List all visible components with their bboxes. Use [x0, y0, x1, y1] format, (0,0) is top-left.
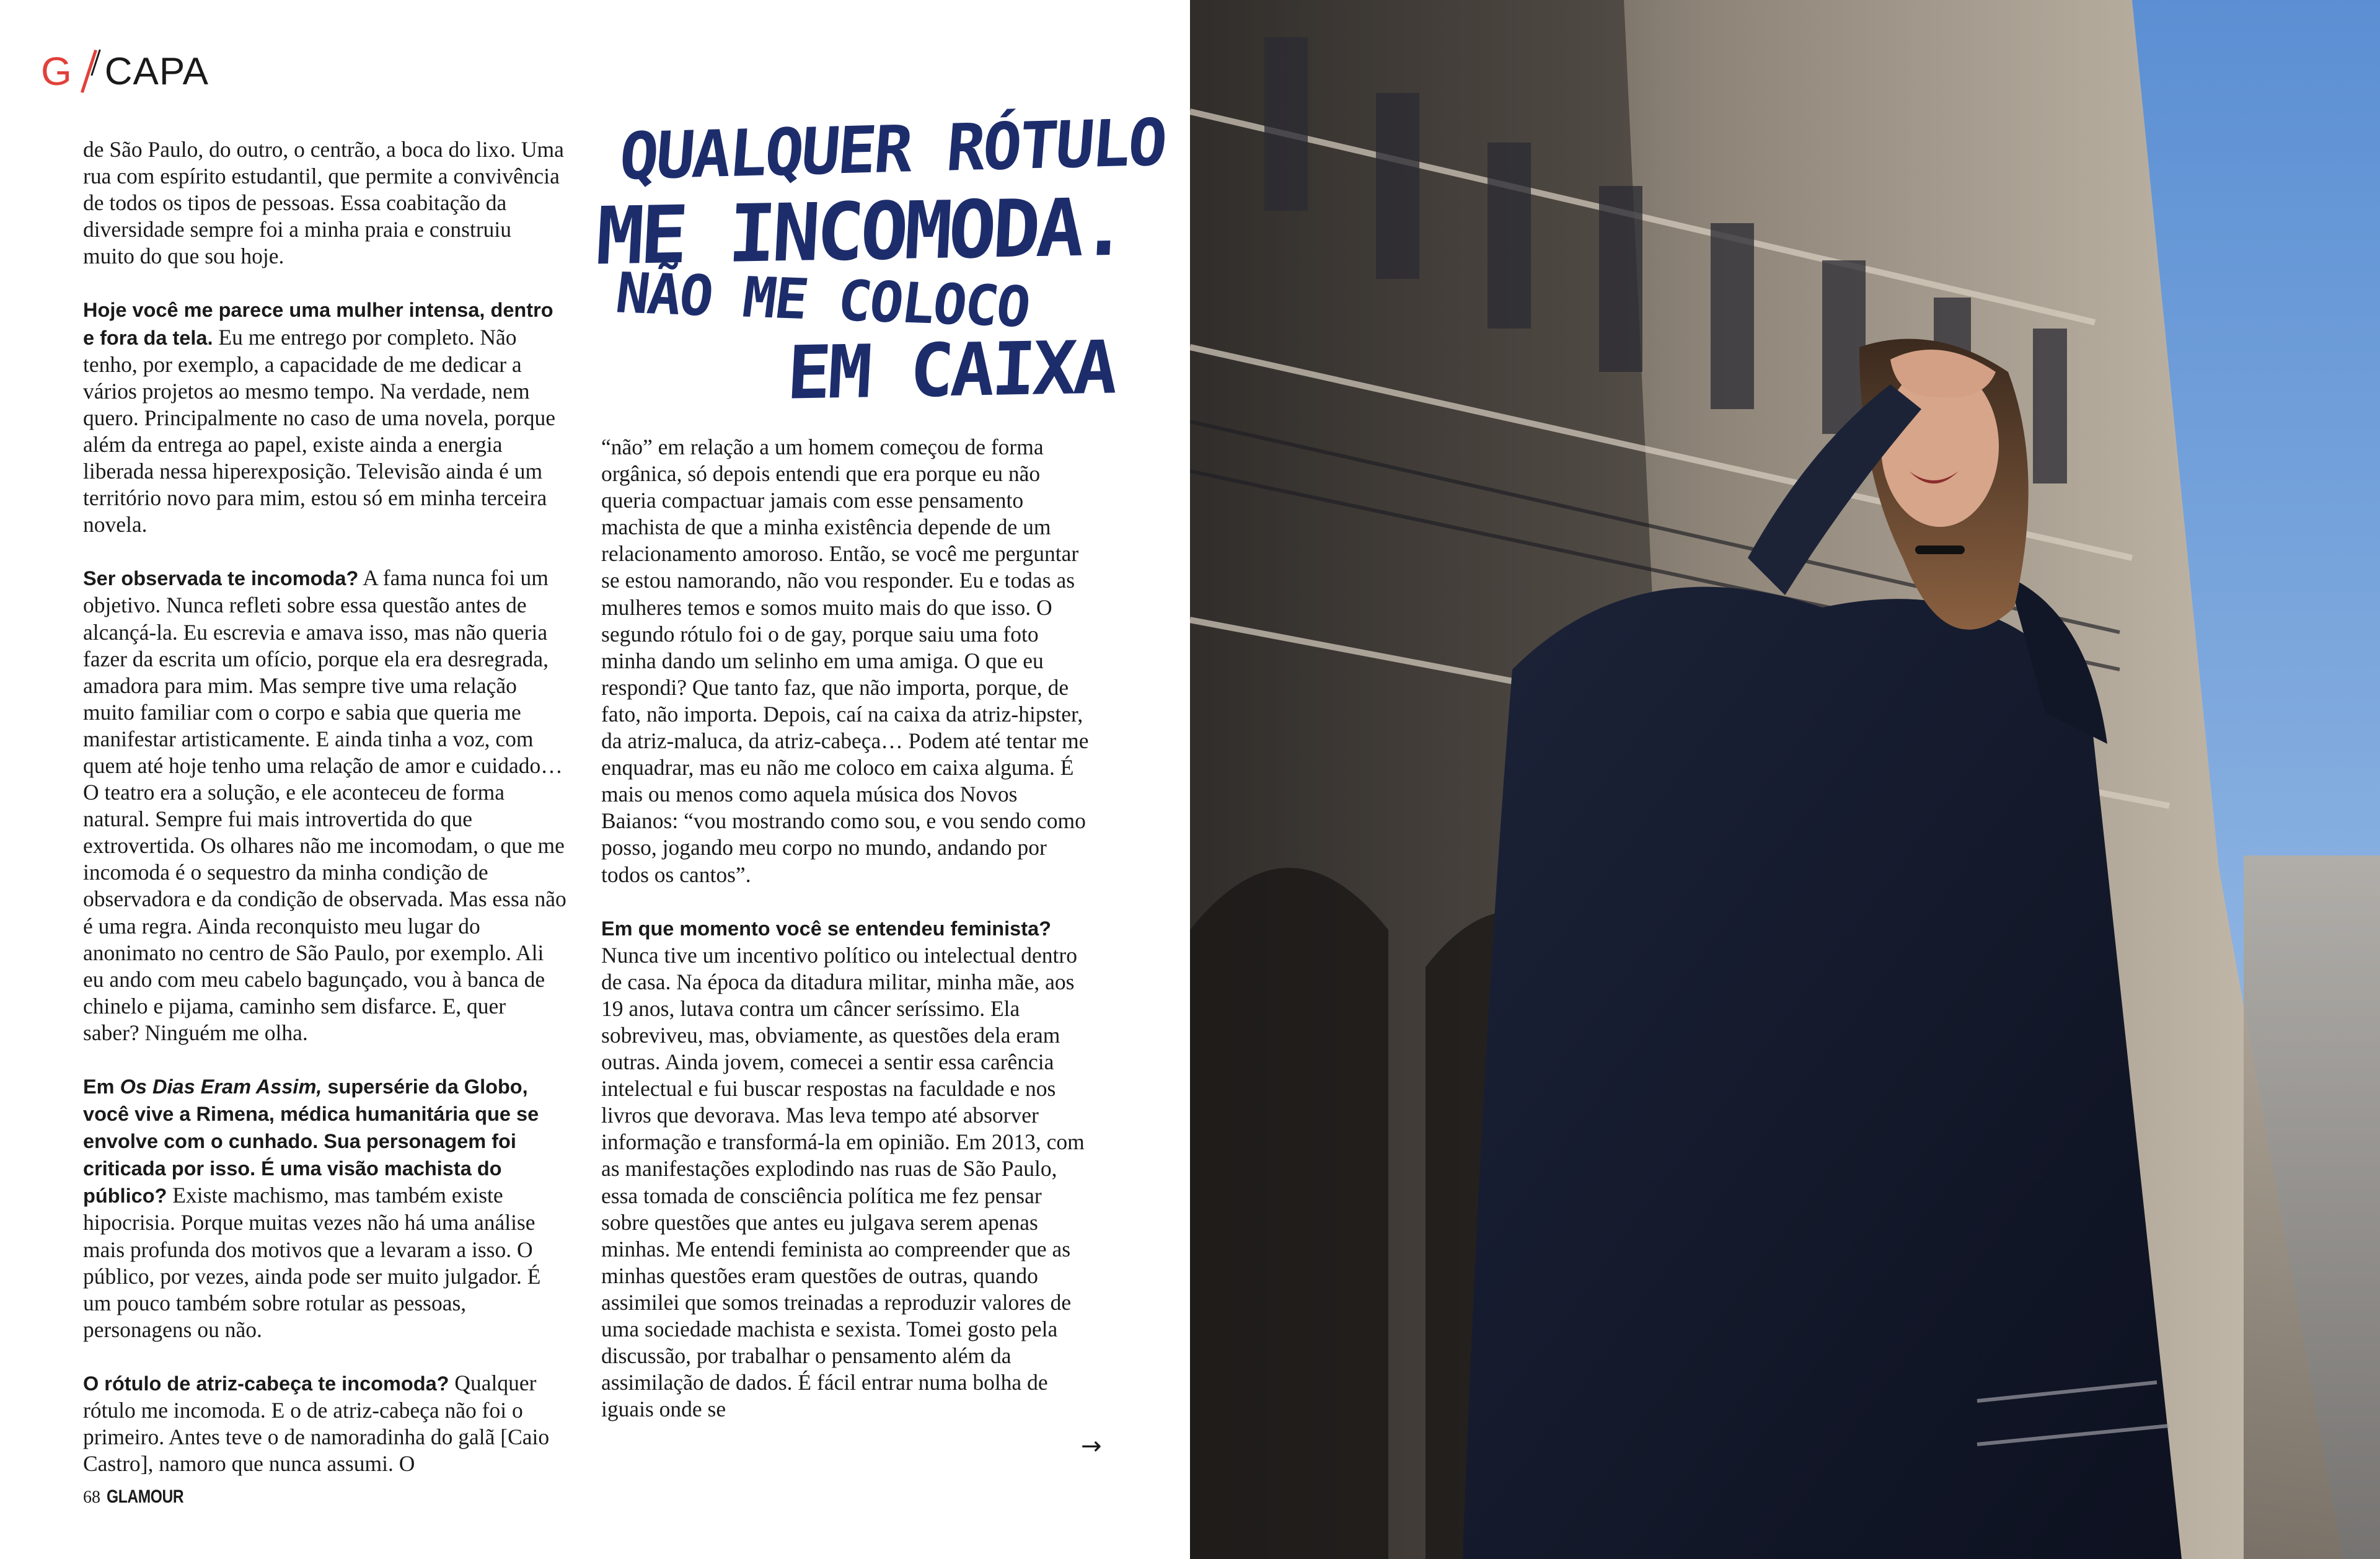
section-label: CAPA [104, 50, 209, 93]
photo-illustration [1190, 0, 2380, 1559]
paragraph [83, 565, 566, 1046]
interview-answer: Qualquer rótulo me incomoda. E o de atriz-cabeça não foi o primeiro. Antes teve o de namoradinha do galã [Caio Castro], namoro que nunca assumi. O [83, 1370, 550, 1477]
interview-question: Em Os Dias Eram Assim, supersérie da Globo, você vive a Rimena, médica humanitária que se envolve com o cunhado. Sua personagem foi criticada por isso. É uma visão machista do público? [83, 1075, 539, 1208]
interview-question: Em que momento você se entendeu feminista? [601, 917, 1051, 940]
section-header [41, 43, 209, 99]
cover-photo [1190, 0, 2380, 1559]
paragraph [83, 1370, 566, 1477]
slash-divider-icon [79, 46, 101, 96]
pull-quote-line-2: ME INCOMODA. [594, 181, 1127, 283]
show-title: Os Dias Eram Assim, [120, 1075, 322, 1098]
page-footer [83, 1486, 200, 1508]
pull-quote-line-3: NÃO ME COLOCO [612, 260, 1033, 340]
continue-arrow-icon: → [1081, 1432, 1102, 1460]
interview-question: Hoje você me parece uma mulher intensa, dentro e fora da tela. [83, 299, 553, 349]
distant-building [2244, 855, 2380, 1559]
coat [1463, 587, 2182, 1559]
paragraph: “não” em relação a um homem começou de forma orgânica, só depois entendi que era porque eu não queria compactuar jamais com esse pensamento machista de que a minha existência depende de um relacionamento amoroso. Então, se você me perguntar se estou namorando, não vou responder. Eu e todas as mulheres temos e somos muito mais do que isso. O segundo rótulo foi o de gay, porque saiu uma foto minha dando um selinho em uma amiga. O que eu respondi? Que tanto faz, que não importa, porque, de fato, não importa. Depois, caí na caixa da atriz-hipster, da atriz-maluca, da atriz-cabeça… Podem até tentar me enquadrar, mas eu não me coloco em caixa alguma. É mais ou menos como aquela música dos Novos Baianos: “vou mostrando como sou, e vou sendo como posso, jogando meu corpo no mundo, andando por todos os cantos”. [601, 435, 1089, 887]
interview-question: Ser observada te incomoda? [83, 567, 359, 590]
page-number: 68 [83, 1488, 100, 1507]
paragraph [601, 915, 1091, 1423]
section-letter: G [41, 49, 73, 94]
paragraph: de São Paulo, do outro, o centrão, a boca do lixo. Uma rua com espírito estudantil, que permite a convivência de todos os tipos de pessoas. Essa coabitação da diversidade sempre foi a minha praia e construiu muito do que sou hoje. [83, 137, 564, 269]
text-column-right [601, 434, 1091, 1449]
choker [1915, 545, 1965, 554]
pull-quote-line-1: QUALQUER RÓTULO [617, 104, 1168, 195]
pull-quote-line-4: EM CAIXA [785, 324, 1117, 416]
interview-answer: Eu me entrego por completo. Não tenho, por exemplo, a capacidade de me dedicar a vários projetos ao mesmo tempo. Na verdade, nem quero. Principalmente no caso de uma novela, porque além da entrega ao papel, existe ainda a energia liberada nessa hiperexposição. Televisão ainda é um território novo para mim, estou só em minha terceira novela. [83, 324, 556, 537]
magazine-brand: GLAMOUR [107, 1486, 184, 1507]
interview-question: O rótulo de atriz-cabeça te incomoda? [83, 1372, 449, 1395]
text-column-left [83, 136, 566, 1504]
interview-answer: A fama nunca foi um objetivo. Nunca refleti sobre essa questão antes de alcançá-la. Eu escrevia e amava isso, mas não queria fazer da escrita um ofício, porque ela era desregrada, amadora para mim. Mas sempre tive uma relação muito familiar com o corpo e sabia que queria me manifestar artisticamente. E ainda tinha a voz, com quem até hoje tenho uma relação de amor e cuidado… O teatro era a solução, e ele aconteceu de forma natural. Sempre fui mais introvertida do que extrovertida. Os olhares não me incomodam, o que me incomoda é o sequestro da minha condição de observadora e da condição de observada. Mas essa não é uma regra. Ainda reconquisto meu lugar do anonimato no centro de São Paulo, por exemplo. Ali eu ando com meu cabelo bagunçado, vou à banca de chinelo e pijama, caminho sem disfarce. E, quer saber? Ninguém me olha. [83, 565, 566, 1045]
paragraph [83, 1073, 566, 1343]
paragraph [83, 296, 566, 538]
interview-answer: Existe machismo, mas também existe hipocrisia. Porque muitas vezes não há uma análise mais profunda dos motivos que a levaram a isso. O público, por vezes, ainda pode ser muito julgador. É um pouco também sobre rotular as pessoas, personagens ou não. [83, 1183, 541, 1342]
interview-answer: Nunca tive um incentivo político ou intelectual dentro de casa. Na época da ditadura militar, minha mãe, aos 19 anos, lutava contra um câncer seríssimo. Ela sobreviveu, mas, obviamente, as questões dela eram outras. Ainda jovem, comecei a sentir essa carência intelectual e fui buscar respostas na faculdade e nos livros que devorava. Mas leva tempo até absorver informação e transformá-la em opinião. Em 2013, com as manifestações explodindo nas ruas de São Paulo, essa tomada de consciência política me fez pensar sobre questões que antes eu julgava serem apenas minhas. Me entendi feminista ao compreender que as minhas questões eram questões de outras, quando assimilei que somos treinadas a reproduzir valores de uma sociedade machista e sexista. Tomei gosto pela discussão, por trabalhar o pensamento além da assimilação de dados. É fácil entrar numa bolha de iguais onde se [601, 942, 1085, 1422]
